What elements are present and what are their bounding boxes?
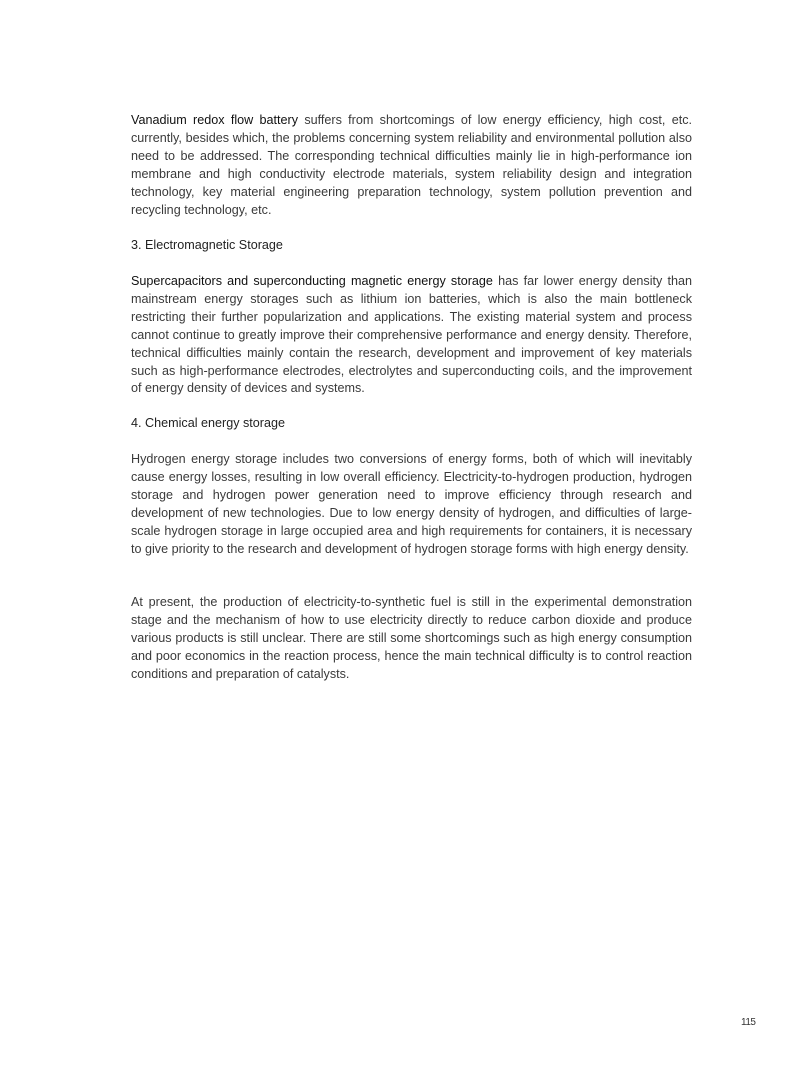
section-heading-chemical: 4. Chemical energy storage [131,416,286,430]
paragraph-text: suffers from shortcomings of low energy efficiency, high cost, etc. currently, besides which, the problems concerning system reliability and environmental pollution also need to be addressed. The corresponding technical difficulties mainly lie in high-performance ion membrane and high conductivity electrode materials, system reliability design and integration technology, key material engineering preparation technology, system pollution prevention and recycling technology, etc. [131,113,692,217]
section-heading-electromagnetic: 3. Electromagnetic Storage [131,238,283,252]
page-number: 115 [741,1017,756,1028]
lead-phrase: Vanadium redox flow battery [131,113,299,127]
paragraph-text: has far lower energy density than mainstream energy storages such as lithium ion batteries, which is also the main bottleneck restricting their further popularization and applications. The existing material system and process cannot continue to greatly improve their comprehensive performance and energy density. Therefore, technical difficulties mainly contain the research, development and improvement of key materials such as high-performance electrodes, electrolytes and superconducting coils, and the improvement of energy density of devices and systems. [131,274,693,396]
lead-phrase: Supercapacitors and superconducting magnetic energy storage [131,274,493,288]
paragraph-synthetic-fuel: At present, the production of electricity-to-synthetic fuel is still in the experimental demonstration stage and the mechanism of how to use electricity directly to reduce carbon dioxide and produce various products is still unclear. There are still some shortcomings such as high energy consumption and poor economics in the reaction process, hence the main technical difficulty is to control reaction conditions and preparation of catalysts. [131,595,692,681]
paragraph-vanadium [131,112,692,219]
paragraph-supercapacitors [131,273,692,398]
paragraph-hydrogen: Hydrogen energy storage includes two conversions of energy forms, both of which will inevitably cause energy losses, resulting in low overall efficiency. Electricity-to-hydrogen production, hydrogen storage and hydrogen power generation need to improve efficiency through research and development of new technologies. Due to low energy density of hydrogen, and difficulties of large-scale hydrogen storage in large occupied area and high requirements for containers, it is necessary to give priority to the research and development of hydrogen storage forms with high energy density. [131,452,692,556]
